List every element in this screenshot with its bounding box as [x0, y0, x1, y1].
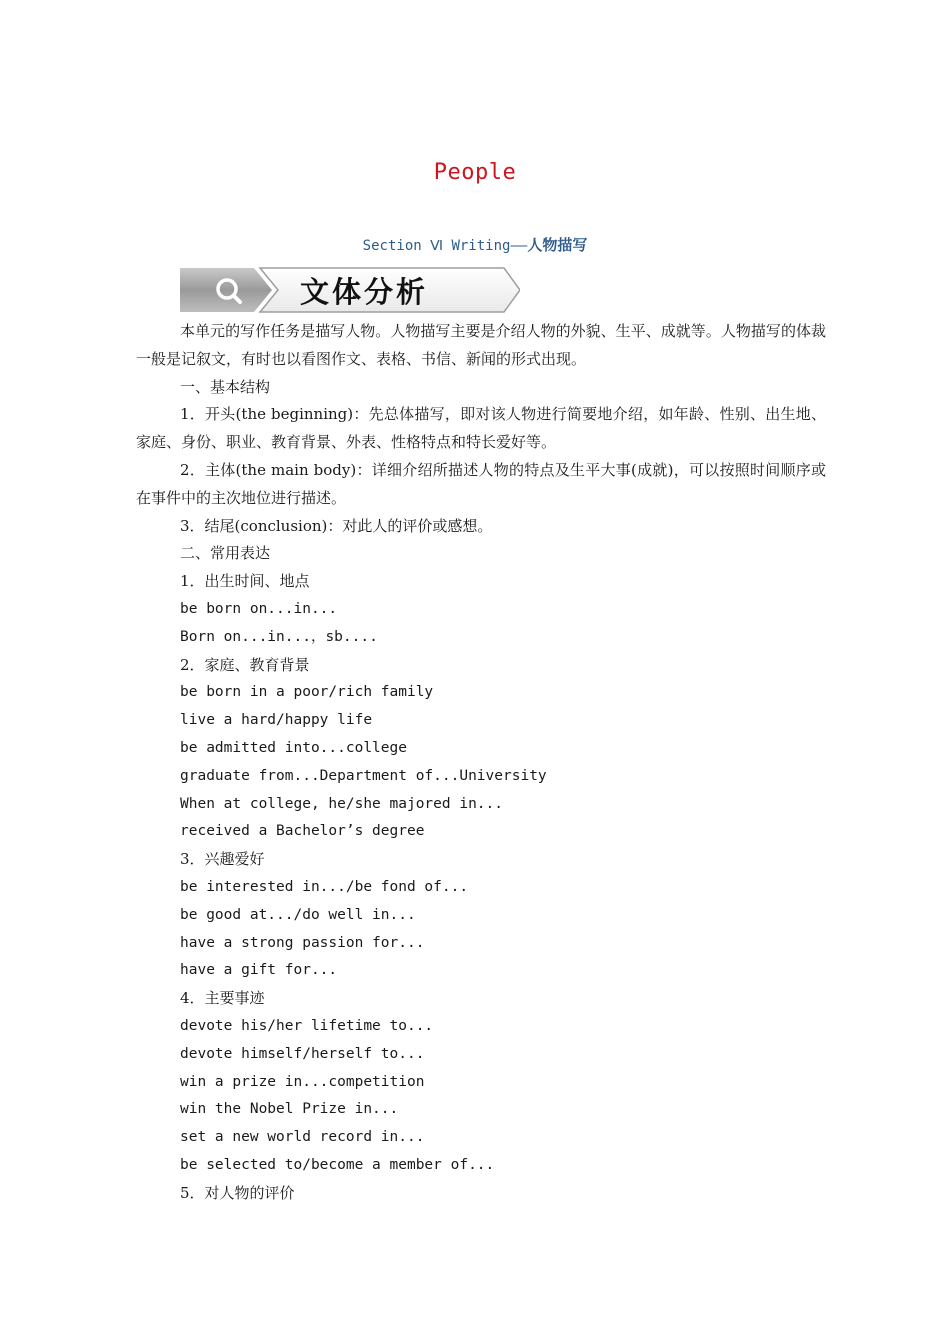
phrase: be selected to/become a member of...: [180, 1156, 495, 1173]
section-heading: [0, 234, 950, 255]
document-body: [136, 318, 826, 1208]
group-title: 2．家庭、教育背景: [180, 655, 310, 674]
phrase: set a new world record in...: [180, 1129, 425, 1146]
phrase: win the Nobel Prize in...: [180, 1101, 399, 1118]
phrase: have a gift for...: [180, 962, 338, 979]
structure-heading: 一、基本结构: [180, 377, 271, 396]
section-heading-en: Section Ⅵ Writing——: [362, 238, 528, 254]
group-title: 4．主要事迹: [180, 989, 265, 1008]
structure-item: 2．主体(the main body)：详细介绍所描述人物的特点及生平大事(成就)，可以按照时间顺序或在事件中的主次地位进行描述。: [136, 460, 826, 507]
phrase: received a Bachelor’s degree: [180, 823, 425, 840]
phrase: graduate from...Department of...University: [180, 767, 547, 784]
phrase: be good at.../do well in...: [180, 906, 416, 923]
section-heading-cn: 人物描写: [527, 236, 588, 254]
expressions-heading: 二、常用表达: [180, 544, 271, 563]
phrase: win a prize in...competition: [180, 1073, 425, 1090]
phrase: have a strong passion for...: [180, 934, 425, 951]
phrase: be born in a poor/rich family: [180, 684, 434, 701]
section-banner: [180, 266, 520, 314]
structure-item: 1．开头(the beginning)：先总体描写，即对该人物进行简要地介绍，如年龄、性别、出生地、家庭、身份、职业、教育背景、外表、性格特点和特长爱好等。: [136, 405, 826, 452]
group-title: 3．兴趣爱好: [180, 850, 265, 869]
phrase: be admitted into...college: [180, 739, 407, 756]
group-title: 5．对人物的评价: [180, 1183, 295, 1202]
structure-item: 3．结尾(conclusion)：对此人的评价或感想。: [180, 516, 493, 535]
phrase: devote his/her lifetime to...: [180, 1017, 434, 1034]
group-title: 1．出生时间、地点: [180, 572, 310, 591]
intro-paragraph: 本单元的写作任务是描写人物。人物描写主要是介绍人物的外貌、生平、成就等。人物描写的体裁一般是记叙文，有时也以看图作文、表格、书信、新闻的形式出现。: [136, 322, 826, 368]
phrase: devote himself/herself to...: [180, 1045, 425, 1062]
phrase: live a hard/happy life: [180, 712, 373, 729]
phrase: Born on...in...，sb....: [180, 628, 378, 645]
phrase: be born on...in...: [180, 600, 338, 617]
banner-label: 文体分析: [300, 275, 429, 309]
page-title: People: [433, 160, 517, 185]
phrase: When at college, he/she majored in...: [180, 795, 504, 812]
phrase: be interested in.../be fond of...: [180, 878, 469, 895]
